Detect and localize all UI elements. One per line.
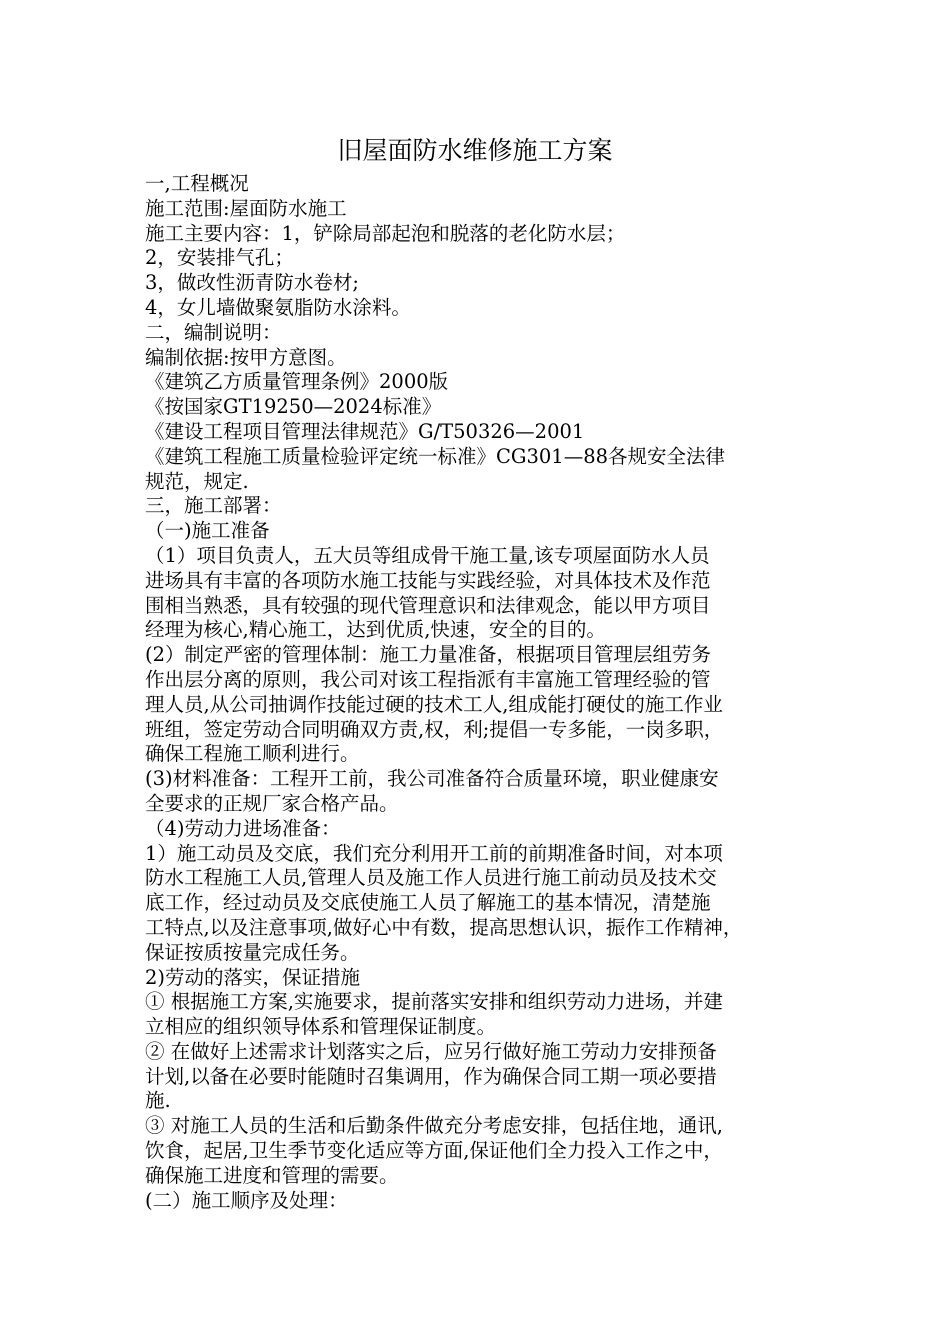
body-line: 规范，规定. — [145, 469, 249, 493]
body-line: 施. — [145, 1089, 171, 1113]
body-line: 立相应的组织领导体系和管理保证制度。 — [145, 1015, 497, 1039]
body-line: 《按国家GT19250—2024标准》 — [145, 395, 442, 419]
body-line: 一,工程概况 — [145, 172, 249, 195]
body-line: ② 在做好上述需求计划落实之后，应另行做好施工劳动力安排预备 — [145, 1039, 717, 1063]
body-line: 二，编制说明： — [145, 320, 282, 344]
body-line: (二）施工顺序及处理： — [145, 1188, 348, 1212]
body-line: 2，安装排气孔； — [145, 246, 294, 270]
body-line: 防水工程施工人员,管理人员及施工作人员进行施工前动员及技术交 — [145, 866, 717, 890]
body-line: 作出层分离的原则，我公司对该工程指派有丰富施工管理经验的管 — [145, 667, 711, 691]
body-line: （一)施工准备 — [145, 519, 270, 543]
body-line: 施工范围:屋面防水施工 — [145, 196, 347, 220]
body-line: 1）施工动员及交底，我们充分利用开工前的前期准备时间，对本项 — [145, 841, 723, 865]
body-line: 理人员,从公司抽调作技能过硬的技术工人,组成能打硬仗的施工作业 — [145, 692, 723, 716]
document-title: 旧屋面防水维修施工方案 — [337, 136, 613, 165]
body-line: 全要求的正规厂家合格产品。 — [145, 791, 399, 815]
body-line: 确保施工进度和管理的需要。 — [145, 1163, 399, 1187]
body-line: （1）项目负责人，五大员等组成骨干施工量,该专项屋面防水人员 — [145, 543, 710, 567]
body-line: (2）制定严密的管理体制：施工力量准备，根据项目管理层组劳务 — [145, 643, 712, 667]
body-line: 底工作，经过动员及交底使施工人员了解施工的基本情况，清楚施 — [145, 891, 711, 915]
body-line: 2)劳动的落实，保证措施 — [145, 965, 361, 989]
body-line: 《建设工程项目管理法律规范》G/T50326—2001 — [145, 419, 585, 443]
body-line: 《建筑工程施工质量检验评定统一标准》CG301—88各规安全法律 — [145, 444, 726, 468]
body-line: 围相当熟悉，具有较强的现代管理意识和法律观念，能以甲方项目 — [145, 593, 711, 617]
body-line: （4)劳动力进场准备： — [145, 816, 341, 840]
body-line: 确保工程施工顺利进行。 — [145, 742, 360, 766]
body-line: 编制依据:按甲方意图。 — [145, 345, 347, 369]
body-line: 经理为核心,精心施工，达到优质,快速，安全的目的。 — [145, 618, 606, 642]
body-line: 施工主要内容：1，铲除局部起泡和脱落的老化防水层； — [145, 221, 626, 245]
body-line: 饮食，起居,卫生季节变化适应等方面,保证他们全力投入工作之中， — [145, 1139, 723, 1163]
body-line: 保证按质按量完成任务。 — [145, 940, 360, 964]
body-line: 4，女儿墙做聚氨脂防水涂料。 — [145, 295, 411, 319]
body-line: ① 根据施工方案,实施要求，提前落实安排和组织劳动力进场，并建 — [145, 990, 723, 1014]
body-line: 进场具有丰富的各项防水施工技能与实践经验，对具体技术及作范 — [145, 568, 711, 592]
body-line: 计划,以备在必要时能随时召集调用，作为确保合同工期一项必要措 — [145, 1064, 717, 1088]
body-line: 3，做改性沥青防水卷材; — [145, 271, 359, 295]
body-line: 工特点,以及注意事项,做好心中有数，提高思想认识，振作工作精神， — [145, 915, 743, 939]
body-line: (3)材料准备：工程开工前，我公司准备符合质量环境，职业健康安 — [145, 767, 719, 791]
document-body — [145, 172, 835, 1213]
body-line: 三，施工部署： — [145, 494, 282, 518]
body-line: 班组，签定劳动合同明确双方责,权，利;提倡一专多能，一岗多职， — [145, 717, 724, 741]
body-line: ③ 对施工人员的生活和后勤条件做充分考虑安排，包括住地，通讯, — [145, 1114, 723, 1138]
body-line: 《建筑乙方质量管理条例》2000版 — [145, 370, 449, 394]
